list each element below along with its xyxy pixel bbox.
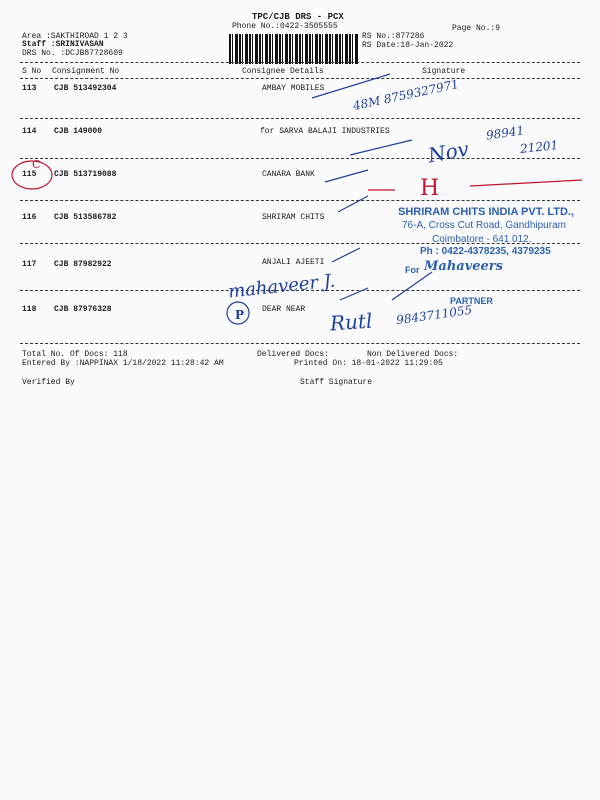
red-line xyxy=(470,180,582,186)
pen-line xyxy=(332,248,360,262)
row-consignment: CJB 87976328 xyxy=(54,305,112,314)
rs-number: RS No.:877286 xyxy=(362,32,425,41)
handwritten-note: 21201 xyxy=(519,138,559,156)
stamp-for: For xyxy=(405,265,420,275)
handwritten-note: 48M 8759327971 xyxy=(351,76,460,114)
row-sno: 114 xyxy=(22,127,37,136)
col-signature: Signature xyxy=(422,67,466,76)
handwritten-signature: Rutl xyxy=(329,308,374,336)
pen-line xyxy=(392,272,432,300)
handwritten-mark: P xyxy=(235,308,245,322)
stamp-company: SHRIRAM CHITS INDIA PVT. LTD., xyxy=(398,206,574,218)
row-consignee: AMBAY MOBILES xyxy=(262,84,325,93)
row-sno: 116 xyxy=(22,213,37,222)
blue-circle xyxy=(227,302,249,324)
row-sno: 113 xyxy=(22,84,37,93)
col-consignment: Consignment No xyxy=(52,67,120,76)
handwritten-mark: H xyxy=(420,176,440,201)
row-consignment: CJB 513719088 xyxy=(54,170,117,179)
entered-by: Entered By :NAPPINAX 1/18/2022 11:28:42 AM xyxy=(22,359,224,368)
row-consignment: CJB 513492304 xyxy=(54,84,117,93)
handwritten-phone: 9843711055 xyxy=(395,302,473,328)
phone-number: Phone No.:0422-3505555 xyxy=(232,22,338,31)
handwritten-mark: C xyxy=(32,158,41,171)
row-sno: 118 xyxy=(22,305,37,314)
handwritten-name: mahaveer J. xyxy=(227,270,337,303)
rs-date: RS Date:18-Jan-2022 xyxy=(362,41,454,50)
handwritten-note: 98941 xyxy=(485,123,525,143)
drs-number: DRS No. :DCJB87728609 xyxy=(22,49,123,58)
stamp-brand: Mahaveers xyxy=(424,259,503,274)
pen-line xyxy=(338,196,368,212)
row-sno: 115 xyxy=(22,170,37,179)
stamp-partner: PARTNER xyxy=(450,296,493,306)
pen-line xyxy=(350,140,412,155)
row-consignee: ANJALI AJEETI xyxy=(262,258,325,267)
stamp-phone: Ph : 0422-4378235, 4379235 xyxy=(420,246,551,257)
area-label: Area :SAKTHIROAD 1 2 3 xyxy=(22,32,128,41)
col-sno: S No xyxy=(22,67,42,76)
stamp-address: 76-A, Cross Cut Road, Gandhipuram xyxy=(402,220,566,231)
staff-label: Staff :SRINIVASAN xyxy=(22,40,104,49)
total-docs: Total No. Of Docs: 118 xyxy=(22,350,128,359)
pen-line xyxy=(312,74,390,98)
non-delivered-docs: Non Delivered Docs: xyxy=(367,350,459,359)
stamp-city: Coimbatore - 641 012. xyxy=(432,234,532,245)
page-number: Page No.:9 xyxy=(452,24,501,33)
handwritten-signature: Nov xyxy=(426,136,471,168)
row-consignment: CJB 513586782 xyxy=(54,213,117,222)
pen-line xyxy=(340,288,368,300)
document-title: TPC/CJB DRS - PCX xyxy=(252,12,344,22)
staff-signature: Staff Signature xyxy=(300,378,373,387)
row-consignment: CJB 87982922 xyxy=(54,260,112,269)
delivered-docs: Delivered Docs: xyxy=(257,350,330,359)
row-consignee: DEAR NEAR xyxy=(262,305,306,314)
row-consignee: SHRIRAM CHITS xyxy=(262,213,325,222)
row-sno: 117 xyxy=(22,260,37,269)
row-consignee: CANARA BANK xyxy=(262,170,315,179)
verified-by: Verified By xyxy=(22,378,75,387)
printed-on: Printed On: 18-01-2022 11:29:05 xyxy=(294,359,443,368)
row-consignment: CJB 149000 xyxy=(54,127,103,136)
row-consignee: for SARVA BALAJI INDUSTRIES xyxy=(260,127,390,136)
red-circle xyxy=(12,161,52,189)
pen-line xyxy=(325,170,368,182)
col-consignee: Consignee Details xyxy=(242,67,324,76)
